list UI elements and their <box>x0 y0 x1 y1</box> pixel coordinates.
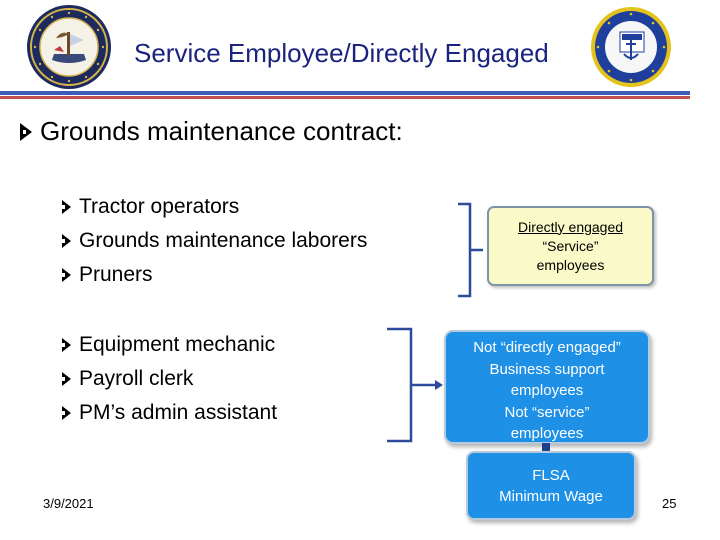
bullet-arrow-icon <box>62 234 71 248</box>
flsa-box <box>466 451 636 520</box>
box-line: employees <box>510 425 584 442</box>
bullet-arrow-icon <box>62 406 71 420</box>
list-item <box>62 263 153 287</box>
bullet-arrow-icon <box>62 338 71 352</box>
list-item-text: PM’s admin assistant <box>79 401 278 424</box>
right-bracket-arrow-icon <box>383 325 445 445</box>
right-bracket-icon <box>455 200 485 300</box>
box-line: Not “service” <box>504 403 590 421</box>
box-line: Directly engaged <box>517 218 624 235</box>
bullet-arrow-icon <box>62 200 71 214</box>
list-item <box>62 229 367 253</box>
box-line: Minimum Wage <box>499 488 603 505</box>
business-support-box <box>444 330 650 444</box>
box-connector <box>542 443 550 451</box>
list-item-text: Payroll clerk <box>79 367 194 390</box>
box-line: Not “directly engaged” <box>473 339 621 356</box>
title-divider-blue <box>0 91 690 95</box>
list-item <box>62 333 275 357</box>
slide-title: Service Employee/Directly Engaged <box>134 38 549 68</box>
box-line: Business support <box>489 360 605 378</box>
box-line: employees <box>536 256 605 273</box>
list-item-text: Grounds maintenance laborers <box>79 229 368 252</box>
list-item-text: Pruners <box>79 263 153 286</box>
bullet-arrow-icon <box>62 372 71 386</box>
list-item <box>62 195 239 219</box>
anchor-flag-seal-logo <box>590 6 672 88</box>
title-divider-red <box>0 96 690 99</box>
list-item <box>62 367 193 391</box>
main-bullet-text: Grounds maintenance contract: <box>40 116 403 146</box>
box-line: “Service” <box>542 237 599 254</box>
bullet-arrow-icon <box>20 123 32 141</box>
list-item <box>62 401 277 425</box>
page-number: 25 <box>662 496 677 511</box>
list-item-text: Equipment mechanic <box>79 333 276 356</box>
bullet-arrow-icon <box>62 268 71 282</box>
navy-seal-logo <box>26 4 112 90</box>
directly-engaged-box <box>487 206 654 286</box>
slide-date: 3/9/2021 <box>43 496 94 511</box>
main-bullet <box>20 116 403 147</box>
box-line: employees <box>510 382 584 399</box>
box-line: FLSA <box>532 467 570 484</box>
list-item-text: Tractor operators <box>79 195 240 218</box>
